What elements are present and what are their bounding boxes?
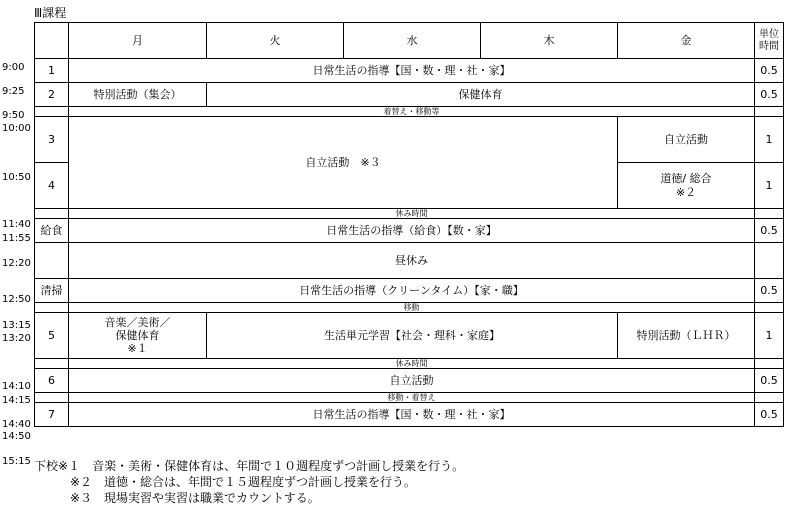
transition-row <box>35 393 784 403</box>
table-row <box>35 313 784 359</box>
unit-cell: 0.5 <box>755 369 784 393</box>
table-row <box>35 369 784 393</box>
unit-cell: 0.5 <box>755 219 784 243</box>
unit-cell: 0.5 <box>755 403 784 427</box>
period-label: 清掃 <box>35 279 69 303</box>
corner-cell <box>35 23 69 59</box>
time-label: 10:50 <box>2 172 31 183</box>
schedule-table <box>34 22 784 427</box>
transition-row <box>35 209 784 219</box>
header-row <box>35 23 784 59</box>
transition-text: 移動 <box>69 303 755 313</box>
period-label: 5 <box>35 313 69 359</box>
time-label: 9:25 <box>2 86 25 97</box>
lesson-cell: 日常生活の指導（クリーンタイム）【家・職】 <box>69 279 755 303</box>
time-label: 13:15 <box>2 320 31 331</box>
table-row <box>35 83 784 107</box>
table-row <box>35 403 784 427</box>
time-label: 14:40 <box>2 419 31 430</box>
time-label: 11:55 <box>2 233 31 244</box>
time-label: 13:20 <box>2 333 31 344</box>
transition-text: 着替え・移動等 <box>69 107 755 117</box>
footnote-3: ※３ 現場実習や実習は職業でカウントする。 <box>70 491 320 505</box>
time-label: 14:10 <box>2 381 31 392</box>
period-label: 3 <box>35 117 69 163</box>
unit-cell: 1 <box>755 313 784 359</box>
footnote-2: ※２ 道徳・総合は、年間で１５週程度ずつ計画し授業を行う。 <box>70 475 417 489</box>
footnote-1: ※１ 音楽・美術・保健体育は、年間で１０週程度ずつ計画し授業を行う。 <box>58 459 465 473</box>
lesson-cell: 特別活動（ＬＨＲ） <box>618 313 755 359</box>
day-header-thu: 木 <box>481 23 618 59</box>
period-label: 6 <box>35 369 69 393</box>
lesson-cell: 日常生活の指導【国・数・理・社・家】 <box>69 403 755 427</box>
time-label: 14:50 <box>2 431 31 442</box>
period-label: 7 <box>35 403 69 427</box>
time-label: 10:00 <box>2 123 31 134</box>
lesson-cell: 自立活動 ※３ <box>69 117 618 209</box>
lesson-cell: 日常生活の指導（給食）【数・家】 <box>69 219 755 243</box>
transition-row <box>35 359 784 369</box>
day-header-fri: 金 <box>618 23 755 59</box>
lesson-cell: 保健体育 <box>207 83 755 107</box>
lesson-cell: 道徳/ 総合 ※２ <box>618 163 755 209</box>
day-header-wed: 水 <box>344 23 481 59</box>
unit-cell: 0.5 <box>755 59 784 83</box>
table-row <box>35 59 784 83</box>
unit-cell: 1 <box>755 117 784 163</box>
time-label: 11:40 <box>2 219 31 230</box>
transition-text: 休み時間 <box>69 209 755 219</box>
lesson-cell: 昼休み <box>69 243 755 279</box>
unit-cell: 1 <box>755 163 784 209</box>
day-header-mon: 月 <box>69 23 207 59</box>
unit-header: 単位 時間 <box>755 23 784 59</box>
table-row <box>35 279 784 303</box>
time-label: 12:50 <box>2 294 31 305</box>
lesson-cell: 生活単元学習【社会・理科・家庭】 <box>207 313 618 359</box>
table-row <box>35 243 784 279</box>
footnotes <box>34 458 464 506</box>
time-label: 14:15 <box>2 395 31 406</box>
dismissal-label: 下校 <box>34 459 59 473</box>
lesson-cell: 音楽／美術／ 保健体育 ※１ <box>69 313 207 359</box>
period-label: 1 <box>35 59 69 83</box>
transition-row <box>35 303 784 313</box>
time-label: 15:15 <box>2 456 31 467</box>
time-label: 9:50 <box>2 110 25 121</box>
time-label: 9:00 <box>2 62 25 73</box>
transition-row <box>35 107 784 117</box>
period-label: 4 <box>35 163 69 209</box>
lesson-cell: 日常生活の指導【国・数・理・社・家】 <box>69 59 755 83</box>
unit-cell: 0.5 <box>755 279 784 303</box>
transition-text: 移動・着替え <box>69 393 755 403</box>
period-label: 2 <box>35 83 69 107</box>
time-label: 12:20 <box>2 258 31 269</box>
period-label: 給食 <box>35 219 69 243</box>
transition-text: 休み時間 <box>69 359 755 369</box>
lesson-cell: 自立活動 <box>69 369 755 393</box>
lesson-cell: 自立活動 <box>618 117 755 163</box>
table-row <box>35 117 784 163</box>
table-row <box>35 219 784 243</box>
section-heading: Ⅲ課程 <box>34 6 67 20</box>
day-header-tue: 火 <box>207 23 344 59</box>
unit-cell: 0.5 <box>755 83 784 107</box>
lesson-cell: 特別活動（集会） <box>69 83 207 107</box>
